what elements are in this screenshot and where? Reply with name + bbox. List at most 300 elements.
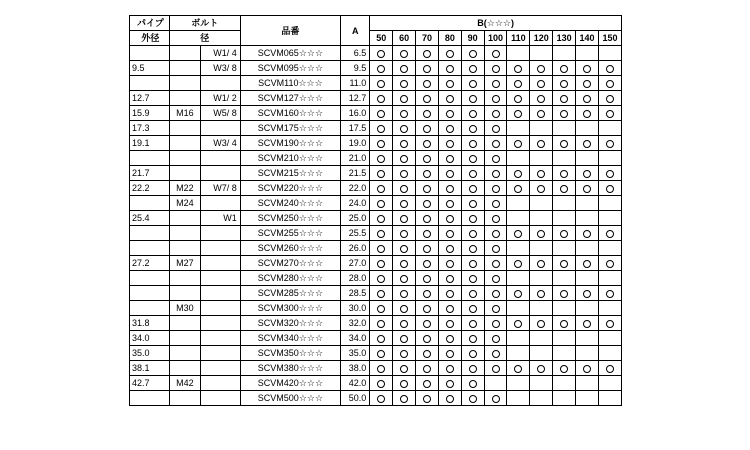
table-header [130,16,622,46]
available-mark-icon [446,125,454,133]
b-length-cell [393,346,416,361]
b-length-cell [576,316,599,331]
b-length-cell [461,106,484,121]
available-mark-icon [606,140,614,148]
b-length-cell [507,76,530,91]
b-length-header: 80 [438,31,461,46]
b-length-cell [507,361,530,376]
b-length-cell [484,196,507,211]
part-number-cell: SCVM190☆☆☆ [240,136,340,151]
b-length-cell [507,346,530,361]
available-mark-icon [606,185,614,193]
available-mark-icon [514,185,522,193]
available-mark-icon [400,200,408,208]
b-length-cell [598,211,621,226]
available-mark-icon [423,80,431,88]
b-length-cell [598,61,621,76]
pipe-od-cell [130,286,170,301]
b-length-cell [530,61,553,76]
available-mark-icon [377,80,385,88]
b-length-cell [461,241,484,256]
available-mark-icon [377,110,385,118]
table-row [130,151,622,166]
b-length-cell [484,136,507,151]
b-length-cell [461,196,484,211]
b-length-cell [576,46,599,61]
available-mark-icon [400,140,408,148]
b-length-cell [553,211,576,226]
b-length-cell [484,211,507,226]
b-length-cell [553,301,576,316]
b-length-cell [438,151,461,166]
available-mark-icon [583,185,591,193]
pipe-od-cell: 38.1 [130,361,170,376]
bolt-whit-cell: W1 [201,211,241,226]
b-length-cell [438,286,461,301]
b-length-header: 120 [530,31,553,46]
bolt-whit-cell [201,226,241,241]
b-length-cell [484,256,507,271]
available-mark-icon [514,320,522,328]
b-length-cell [598,316,621,331]
bolt-whit-cell [201,196,241,211]
b-length-cell [598,151,621,166]
b-length-cell [438,61,461,76]
available-mark-icon [469,140,477,148]
b-length-cell [461,376,484,391]
bolt-metric-cell [169,226,200,241]
available-mark-icon [606,365,614,373]
b-length-cell [484,331,507,346]
available-mark-icon [400,80,408,88]
available-mark-icon [469,170,477,178]
available-mark-icon [446,155,454,163]
available-mark-icon [377,95,385,103]
b-length-cell [393,46,416,61]
b-length-cell [393,211,416,226]
b-length-cell [530,241,553,256]
pipe-header-line1: パイプ [130,16,170,31]
b-length-cell [393,376,416,391]
available-mark-icon [492,230,500,238]
a-value-cell: 19.0 [341,136,370,151]
b-length-cell [530,316,553,331]
a-value-cell: 50.0 [341,391,370,406]
bolt-metric-cell [169,211,200,226]
part-number-cell: SCVM175☆☆☆ [240,121,340,136]
b-length-header: 110 [507,31,530,46]
available-mark-icon [537,110,545,118]
available-mark-icon [446,95,454,103]
b-length-cell [553,196,576,211]
available-mark-icon [400,335,408,343]
available-mark-icon [400,155,408,163]
part-number-cell: SCVM095☆☆☆ [240,61,340,76]
available-mark-icon [377,215,385,223]
spec-table [129,15,622,406]
bolt-whit-cell: W3/ 4 [201,136,241,151]
available-mark-icon [446,245,454,253]
available-mark-icon [492,290,500,298]
available-mark-icon [492,110,500,118]
available-mark-icon [606,230,614,238]
b-length-cell [416,391,439,406]
table-row [130,196,622,211]
available-mark-icon [377,200,385,208]
b-length-cell [576,271,599,286]
available-mark-icon [446,275,454,283]
b-length-cell [438,106,461,121]
available-mark-icon [492,95,500,103]
b-length-cell [370,136,393,151]
a-value-cell: 42.0 [341,376,370,391]
bolt-metric-cell [169,46,200,61]
available-mark-icon [446,230,454,238]
available-mark-icon [537,140,545,148]
b-length-cell [553,181,576,196]
bolt-metric-cell [169,76,200,91]
a-value-cell: 17.5 [341,121,370,136]
b-length-cell [553,76,576,91]
available-mark-icon [583,230,591,238]
a-value-cell: 26.0 [341,241,370,256]
available-mark-icon [446,215,454,223]
available-mark-icon [537,170,545,178]
pipe-od-cell [130,151,170,166]
b-length-cell [530,211,553,226]
available-mark-icon [377,395,385,403]
pipe-od-cell: 22.2 [130,181,170,196]
b-length-cell [461,331,484,346]
b-length-cell [461,361,484,376]
bolt-metric-cell: M42 [169,376,200,391]
available-mark-icon [446,335,454,343]
available-mark-icon [446,380,454,388]
available-mark-icon [492,320,500,328]
pipe-od-cell: 25.4 [130,211,170,226]
b-length-cell [484,106,507,121]
bolt-whit-cell [201,121,241,136]
available-mark-icon [400,260,408,268]
bolt-whit-cell [201,241,241,256]
b-length-cell [507,211,530,226]
pipe-od-cell [130,76,170,91]
available-mark-icon [446,110,454,118]
available-mark-icon [377,260,385,268]
available-mark-icon [583,95,591,103]
b-length-cell [553,151,576,166]
available-mark-icon [537,365,545,373]
table-row [130,226,622,241]
b-length-cell [530,271,553,286]
available-mark-icon [469,80,477,88]
b-length-cell [484,166,507,181]
available-mark-icon [423,185,431,193]
available-mark-icon [469,275,477,283]
part-number-cell: SCVM255☆☆☆ [240,226,340,241]
b-length-cell [598,256,621,271]
available-mark-icon [400,320,408,328]
available-mark-icon [514,140,522,148]
pipe-od-cell: 21.7 [130,166,170,181]
b-length-cell [530,256,553,271]
part-number-cell: SCVM320☆☆☆ [240,316,340,331]
b-length-header: 130 [553,31,576,46]
available-mark-icon [583,170,591,178]
b-length-cell [507,151,530,166]
available-mark-icon [446,305,454,313]
table-row [130,61,622,76]
part-number-cell: SCVM160☆☆☆ [240,106,340,121]
bolt-metric-cell [169,91,200,106]
b-length-cell [530,76,553,91]
available-mark-icon [492,170,500,178]
table-row [130,91,622,106]
b-length-cell [598,391,621,406]
b-length-cell [507,301,530,316]
pipe-od-cell: 12.7 [130,91,170,106]
b-length-cell [553,136,576,151]
part-number-cell: SCVM285☆☆☆ [240,286,340,301]
available-mark-icon [400,395,408,403]
b-length-cell [416,76,439,91]
b-length-cell [507,241,530,256]
b-length-cell [438,316,461,331]
available-mark-icon [446,350,454,358]
available-mark-icon [514,365,522,373]
available-mark-icon [400,185,408,193]
available-mark-icon [446,185,454,193]
b-length-cell [461,286,484,301]
b-length-cell [461,391,484,406]
part-number-cell: SCVM110☆☆☆ [240,76,340,91]
available-mark-icon [492,245,500,253]
available-mark-icon [423,335,431,343]
table-row [130,181,622,196]
available-mark-icon [400,380,408,388]
available-mark-icon [583,65,591,73]
available-mark-icon [446,200,454,208]
b-length-cell [598,226,621,241]
available-mark-icon [423,125,431,133]
available-mark-icon [400,365,408,373]
b-length-cell [507,271,530,286]
available-mark-icon [514,260,522,268]
table-row [130,166,622,181]
available-mark-icon [560,80,568,88]
b-length-cell [416,301,439,316]
available-mark-icon [469,290,477,298]
b-length-cell [370,121,393,136]
bolt-whit-cell: W1/ 2 [201,91,241,106]
available-mark-icon [606,170,614,178]
available-mark-icon [514,110,522,118]
available-mark-icon [514,170,522,178]
available-mark-icon [514,230,522,238]
b-length-cell [484,346,507,361]
available-mark-icon [469,185,477,193]
b-length-cell [530,106,553,121]
b-length-cell [416,151,439,166]
b-length-cell [416,256,439,271]
b-length-cell [461,181,484,196]
b-length-cell [576,256,599,271]
pipe-od-cell: 34.0 [130,331,170,346]
a-value-cell: 24.0 [341,196,370,211]
available-mark-icon [446,65,454,73]
pipe-od-cell [130,46,170,61]
a-value-cell: 16.0 [341,106,370,121]
available-mark-icon [423,95,431,103]
b-length-cell [370,61,393,76]
b-length-cell [393,316,416,331]
bolt-whit-cell [201,151,241,166]
b-length-cell [416,181,439,196]
b-length-cell [461,271,484,286]
b-length-cell [416,91,439,106]
b-length-cell [370,331,393,346]
a-value-cell: 21.0 [341,151,370,166]
b-length-cell [598,271,621,286]
available-mark-icon [423,320,431,328]
header-row-2 [130,31,622,46]
b-length-cell [553,376,576,391]
available-mark-icon [377,275,385,283]
b-length-cell [370,316,393,331]
available-mark-icon [469,110,477,118]
available-mark-icon [423,395,431,403]
bolt-header-line1: ボルト [169,16,240,31]
b-length-cell [576,151,599,166]
b-length-cell [484,241,507,256]
bolt-metric-cell [169,316,200,331]
available-mark-icon [469,320,477,328]
b-length-cell [507,181,530,196]
available-mark-icon [492,335,500,343]
b-length-cell [576,346,599,361]
b-length-cell [553,121,576,136]
b-length-cell [438,271,461,286]
available-mark-icon [537,65,545,73]
b-length-cell [370,271,393,286]
table-row [130,76,622,91]
pipe-od-cell: 42.7 [130,376,170,391]
b-length-cell [438,121,461,136]
b-length-cell [461,136,484,151]
b-length-cell [438,46,461,61]
a-value-cell: 30.0 [341,301,370,316]
bolt-whit-cell [201,361,241,376]
bolt-metric-cell [169,391,200,406]
b-length-cell [370,46,393,61]
b-length-cell [553,226,576,241]
b-length-header: 50 [370,31,393,46]
b-length-cell [576,331,599,346]
available-mark-icon [446,320,454,328]
available-mark-icon [514,80,522,88]
b-length-header: 70 [416,31,439,46]
available-mark-icon [423,215,431,223]
pipe-od-cell [130,196,170,211]
b-header: B(☆☆☆) [370,16,622,31]
available-mark-icon [606,320,614,328]
bolt-whit-cell [201,376,241,391]
a-value-cell: 11.0 [341,76,370,91]
available-mark-icon [423,350,431,358]
part-number-cell: SCVM260☆☆☆ [240,241,340,256]
b-length-cell [416,136,439,151]
b-length-cell [598,241,621,256]
available-mark-icon [583,110,591,118]
pipe-header-line2: 外径 [130,31,170,46]
table-row [130,346,622,361]
bolt-metric-cell [169,361,200,376]
b-length-cell [370,91,393,106]
available-mark-icon [423,380,431,388]
b-length-cell [484,181,507,196]
available-mark-icon [492,395,500,403]
table-row [130,271,622,286]
available-mark-icon [377,185,385,193]
b-length-cell [370,301,393,316]
b-length-cell [416,346,439,361]
available-mark-icon [492,275,500,283]
b-length-cell [553,91,576,106]
available-mark-icon [492,185,500,193]
available-mark-icon [469,125,477,133]
b-length-cell [461,346,484,361]
available-mark-icon [469,395,477,403]
b-length-cell [393,271,416,286]
available-mark-icon [377,290,385,298]
bolt-whit-cell [201,271,241,286]
b-length-cell [461,121,484,136]
b-length-cell [416,316,439,331]
b-length-cell [576,196,599,211]
bolt-metric-cell [169,136,200,151]
bolt-whit-cell [201,346,241,361]
a-value-cell: 22.0 [341,181,370,196]
b-length-cell [438,211,461,226]
b-length-cell [507,316,530,331]
b-length-cell [530,286,553,301]
a-value-cell: 27.0 [341,256,370,271]
table-row [130,316,622,331]
b-length-cell [370,166,393,181]
available-mark-icon [606,80,614,88]
bolt-metric-cell [169,346,200,361]
bolt-header-line2: 径 [169,31,240,46]
b-length-cell [507,376,530,391]
available-mark-icon [469,215,477,223]
table-row [130,256,622,271]
b-length-cell [416,166,439,181]
available-mark-icon [583,140,591,148]
b-length-cell [416,226,439,241]
pipe-od-cell [130,391,170,406]
available-mark-icon [469,230,477,238]
pipe-od-cell [130,226,170,241]
b-length-cell [576,301,599,316]
bolt-whit-cell [201,316,241,331]
b-length-cell [438,91,461,106]
a-value-cell: 9.5 [341,61,370,76]
part-number-cell: SCVM210☆☆☆ [240,151,340,166]
table-body [130,46,622,406]
a-value-cell: 12.7 [341,91,370,106]
table-row [130,376,622,391]
available-mark-icon [469,380,477,388]
